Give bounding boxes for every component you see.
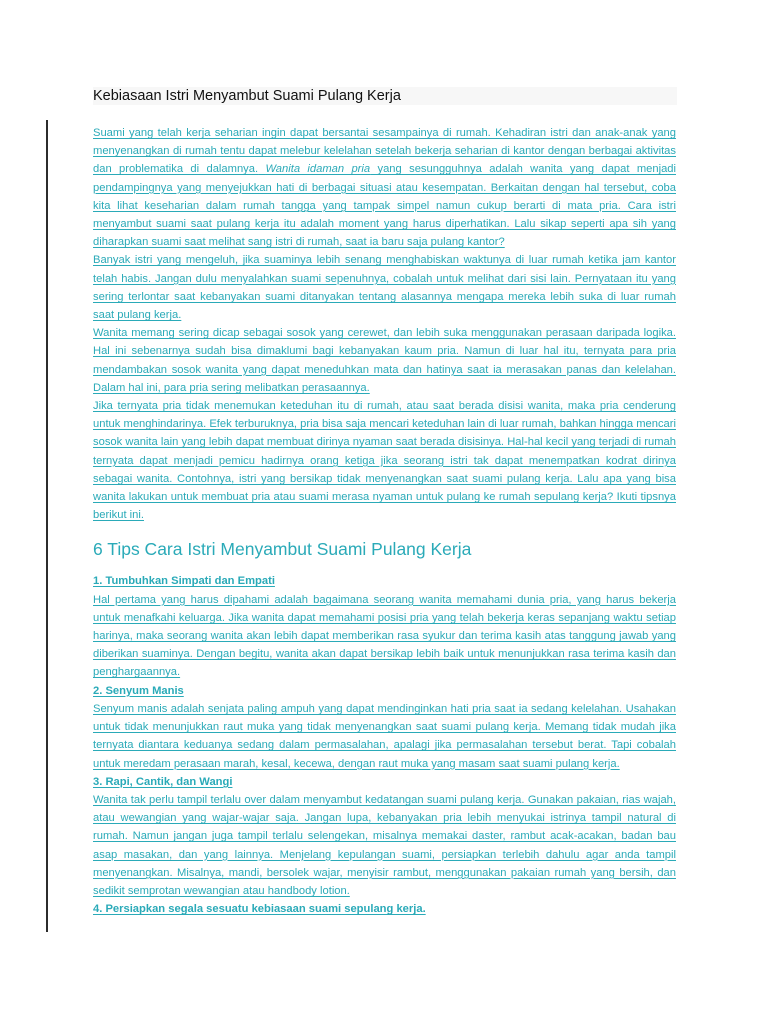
intro-paragraph-2[interactable]: Banyak istri yang mengeluh, jika suaminya lebih senang menghabiskan waktunya di luar rumah ketika jam kantor telah habis. Jangan dulu menyalahkan suami sepenuhnya, cobalah untuk melihat dari sisi lain. Pernyataan itu yang sering terlontar saat kebanyakan suami ditanyakan tentang alasannya mengapa mereka lebih suka di luar rumah saat pulang kerja. [93, 254, 676, 322]
intro-paragraph-3[interactable]: Wanita memang sering dicap sebagai sosok yang cerewet, dan lebih suka menggunakan perasaan daripada logika. Hal ini sebenarnya sudah bisa dimaklumi bagi kebanyakan kaum pria. Namun di luar hal itu, ternyata para pria mendambakan sosok wanita yang dapat meneduhkan mata dan hatinya saat ia merasakan panas dan kelelahan. Dalam hal ini, para pria sering melibatkan perasaannya. [93, 327, 676, 394]
section-heading[interactable]: 6 Tips Cara Istri Menyambut Suami Pulang Kerja [93, 539, 472, 560]
intro-text-after: yang sesungguhnya adalah wanita yang dapat menjadi pendampingnya yang menyejukkan hati di berbagai situasi atau kesempatan. Berkaitan dengan hal tersebut, coba kita lihat keseharian dalam rumah tangga yang tampak simpel namun cukup berarti di mata pria. Cara istri menyambut suami saat pulang kerja itu adalah moment yang harus diperhatikan. Lalu sikap seperti apa sih yang diharapkan suami saat melihat sang istri di rumah, saat ia baru saja pulang kantor? [93, 163, 676, 249]
tip-heading-4[interactable]: 4. Persiapkan segala sesuatu kebiasaan suami sepulang kerja. [93, 903, 426, 916]
tip-heading-2[interactable]: 2. Senyum Manis [93, 684, 184, 697]
tip-body-2[interactable]: Senyum manis adalah senjata paling ampuh yang dapat mendinginkan hati pria saat ia sedang kelelahan. Usahakan untuk tidak menunjukkan raut muka yang tidak menyenangkan saat suami pulang kerja. Memang tidak mudah jika ternyata diantara keduanya sedang dalam permasalahan, apalagi jika permasalahan tersebut berat. Tapi cobalah untuk meredam perasaan marah, kesal, kecewa, dengan raut muka yang masam saat suami pulang kerja. [93, 702, 676, 770]
tip-body-1[interactable]: Hal pertama yang harus dipahami adalah bagaimana seorang wanita memahami dunia pria, yang harus bekerja untuk menafkahi keluarga. Jika wanita dapat memahami posisi pria yang telah bekerja keras sepanjang waktu setiap harinya, maka seorang wanita akan lebih dapat memberikan rasa syukur dan terima kasih atas tanggung jawab yang diberikan suaminya. Dengan begitu, wanita akan dapat bersikap lebih baik untuk menunjukkan rasa terima kasih dan penghargaannya. [93, 593, 676, 679]
intro-paragraph-1[interactable] [93, 124, 676, 251]
tip-heading-3[interactable]: 3. Rapi, Cantik, dan Wangi [93, 775, 233, 788]
margin-bar [46, 120, 48, 932]
intro-text-before: Suami yang telah kerja seharian ingin dapat bersantai sesampainya di rumah. Kehadiran istri dan anak-anak yang menyenangkan di rumah tentu dapat melebur kelelahan setelah bekerja seharian di kantor dengan berbagai aktivitas dan problematika di dalamnya. [93, 127, 676, 176]
page-title: Kebiasaan Istri Menyambut Suami Pulang Kerja [93, 87, 677, 105]
tip-body-3[interactable]: Wanita tak perlu tampil terlalu over dalam menyambut kedatangan suami pulang kerja. Gunakan pakaian, rias wajah, atau wewangian yang wajar-wajar saja. Jangan lupa, kebanyakan pria lebih menyukai istrinya tampil natural di rumah. Namun jangan juga tampil terlalu selengekan, misalnya memakai daster, rambut acak-acakan, badan bau asap masakan, dan yang lainnya. Menjelang kepulangan suami, persiapkan terlebih dahulu agar anda tampil menyenangkan. Misalnya, mandi, bersolek wajar, menyisir rambut, menggunakan pakaian rumah yang bersih, dan sedikit semprotan wewangian atau handbody lotion. [93, 793, 676, 897]
intro-paragraph-4[interactable]: Jika ternyata pria tidak menemukan keteduhan itu di rumah, atau saat berada disisi wanita, maka pria cenderung untuk menghindarinya. Efek terburuknya, pria bisa saja mencari keteduhan lain di luar rumah, bahkan hingga mencari sosok wanita lain yang lebih dapat membuat dirinya nyaman saat berada disisinya. Hal-hal kecil yang terjadi di rumah ternyata dapat menjadi pemicu hadirnya orang ketiga jika seorang istri tak dapat menempatkan kodrat dirinya sebagai wanita. Contohnya, istri yang bersikap tidak menyenangkan saat suami pulang kerja. Lalu apa yang bisa wanita lakukan untuk membuat pria atau suami merasa nyaman untuk pulang ke rumah sepulang kerja? Ikuti tipsnya berikut ini. [93, 400, 676, 522]
tip-heading-1[interactable]: 1. Tumbuhkan Simpati dan Empati [93, 575, 275, 588]
intro-italic-link[interactable]: Wanita idaman pria [265, 163, 371, 176]
document-body [93, 124, 676, 918]
